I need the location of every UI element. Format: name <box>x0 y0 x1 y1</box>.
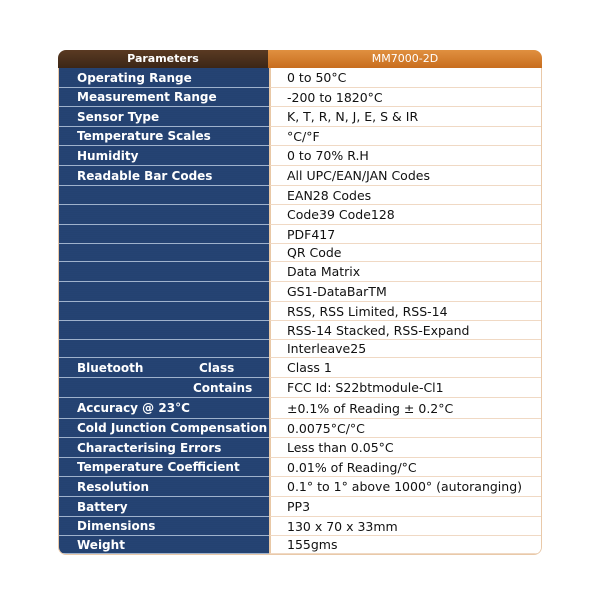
bluetooth-contains-label: Contains <box>193 380 253 395</box>
row-value: K, T, R, N, J, E, S & IR <box>269 107 541 127</box>
table-row <box>59 262 541 282</box>
row-label: Measurement Range <box>59 88 269 107</box>
header-parameters: Parameters <box>58 50 268 68</box>
row-label <box>59 358 269 378</box>
row-label: Characterising Errors <box>59 438 269 458</box>
table-row <box>59 302 541 321</box>
row-label: Humidity <box>59 146 269 166</box>
row-value: 0.1° to 1° above 1000° (autoranging) <box>269 477 541 497</box>
table-row <box>59 438 541 458</box>
row-value: RSS, RSS Limited, RSS-14 <box>269 302 541 321</box>
table-row <box>59 458 541 477</box>
table-row <box>59 88 541 107</box>
row-value: FCC Id: S22btmodule-Cl1 <box>269 378 541 398</box>
row-label <box>59 282 269 302</box>
row-label <box>59 340 269 358</box>
table-row <box>59 107 541 127</box>
row-value: GS1-DataBarTM <box>269 282 541 302</box>
row-value: RSS-14 Stacked, RSS-Expand <box>269 321 541 340</box>
table-row <box>59 146 541 166</box>
bluetooth-label: Bluetooth <box>77 360 144 375</box>
table-row <box>59 378 541 398</box>
row-value: Code39 Code128 <box>269 205 541 225</box>
row-value: All UPC/EAN/JAN Codes <box>269 166 541 186</box>
table-row <box>59 186 541 205</box>
row-label: Accuracy @ 23°C <box>59 398 269 419</box>
row-value: EAN28 Codes <box>269 186 541 205</box>
row-value: Interleave25 <box>269 340 541 358</box>
row-label <box>59 186 269 205</box>
table-body <box>58 68 542 555</box>
row-value: PP3 <box>269 497 541 517</box>
bluetooth-class-label: Class <box>199 360 235 375</box>
row-label <box>59 378 269 398</box>
table-row <box>59 398 541 419</box>
row-value: 0.01% of Reading/°C <box>269 458 541 477</box>
table-row <box>59 225 541 244</box>
row-label: Dimensions <box>59 517 269 536</box>
table-row <box>59 321 541 340</box>
table-row <box>59 536 541 554</box>
row-label <box>59 302 269 321</box>
table-header <box>58 50 542 68</box>
row-label <box>59 262 269 282</box>
row-label: Operating Range <box>59 68 269 88</box>
row-value: 130 x 70 x 33mm <box>269 517 541 536</box>
table-row <box>59 497 541 517</box>
row-value: Class 1 <box>269 358 541 378</box>
row-label: Readable Bar Codes <box>59 166 269 186</box>
table-row <box>59 477 541 497</box>
table-row <box>59 517 541 536</box>
table-row <box>59 127 541 146</box>
table-row <box>59 68 541 88</box>
row-value: 155gms <box>269 536 541 554</box>
spec-table <box>58 50 542 556</box>
row-value: 0 to 70% R.H <box>269 146 541 166</box>
table-row <box>59 244 541 262</box>
row-label: Resolution <box>59 477 269 497</box>
row-value: QR Code <box>269 244 541 262</box>
row-label: Temperature Coefficient <box>59 458 269 477</box>
row-value: PDF417 <box>269 225 541 244</box>
row-value: 0 to 50°C <box>269 68 541 88</box>
row-value: ±0.1% of Reading ± 0.2°C <box>269 398 541 419</box>
table-row <box>59 340 541 358</box>
row-label: Temperature Scales <box>59 127 269 146</box>
header-model: MM7000-2D <box>268 50 542 68</box>
table-row <box>59 166 541 186</box>
table-row <box>59 282 541 302</box>
row-value: 0.0075°C/°C <box>269 419 541 438</box>
row-label: Weight <box>59 536 269 554</box>
row-label: Cold Junction Compensation <box>59 419 269 438</box>
row-label: Battery <box>59 497 269 517</box>
row-value: Data Matrix <box>269 262 541 282</box>
table-row <box>59 419 541 438</box>
row-value: °C/°F <box>269 127 541 146</box>
row-label <box>59 205 269 225</box>
row-label <box>59 225 269 244</box>
row-label: Sensor Type <box>59 107 269 127</box>
table-row <box>59 358 541 378</box>
row-value: Less than 0.05°C <box>269 438 541 458</box>
row-label <box>59 321 269 340</box>
row-value: -200 to 1820°C <box>269 88 541 107</box>
table-row <box>59 205 541 225</box>
row-label <box>59 244 269 262</box>
